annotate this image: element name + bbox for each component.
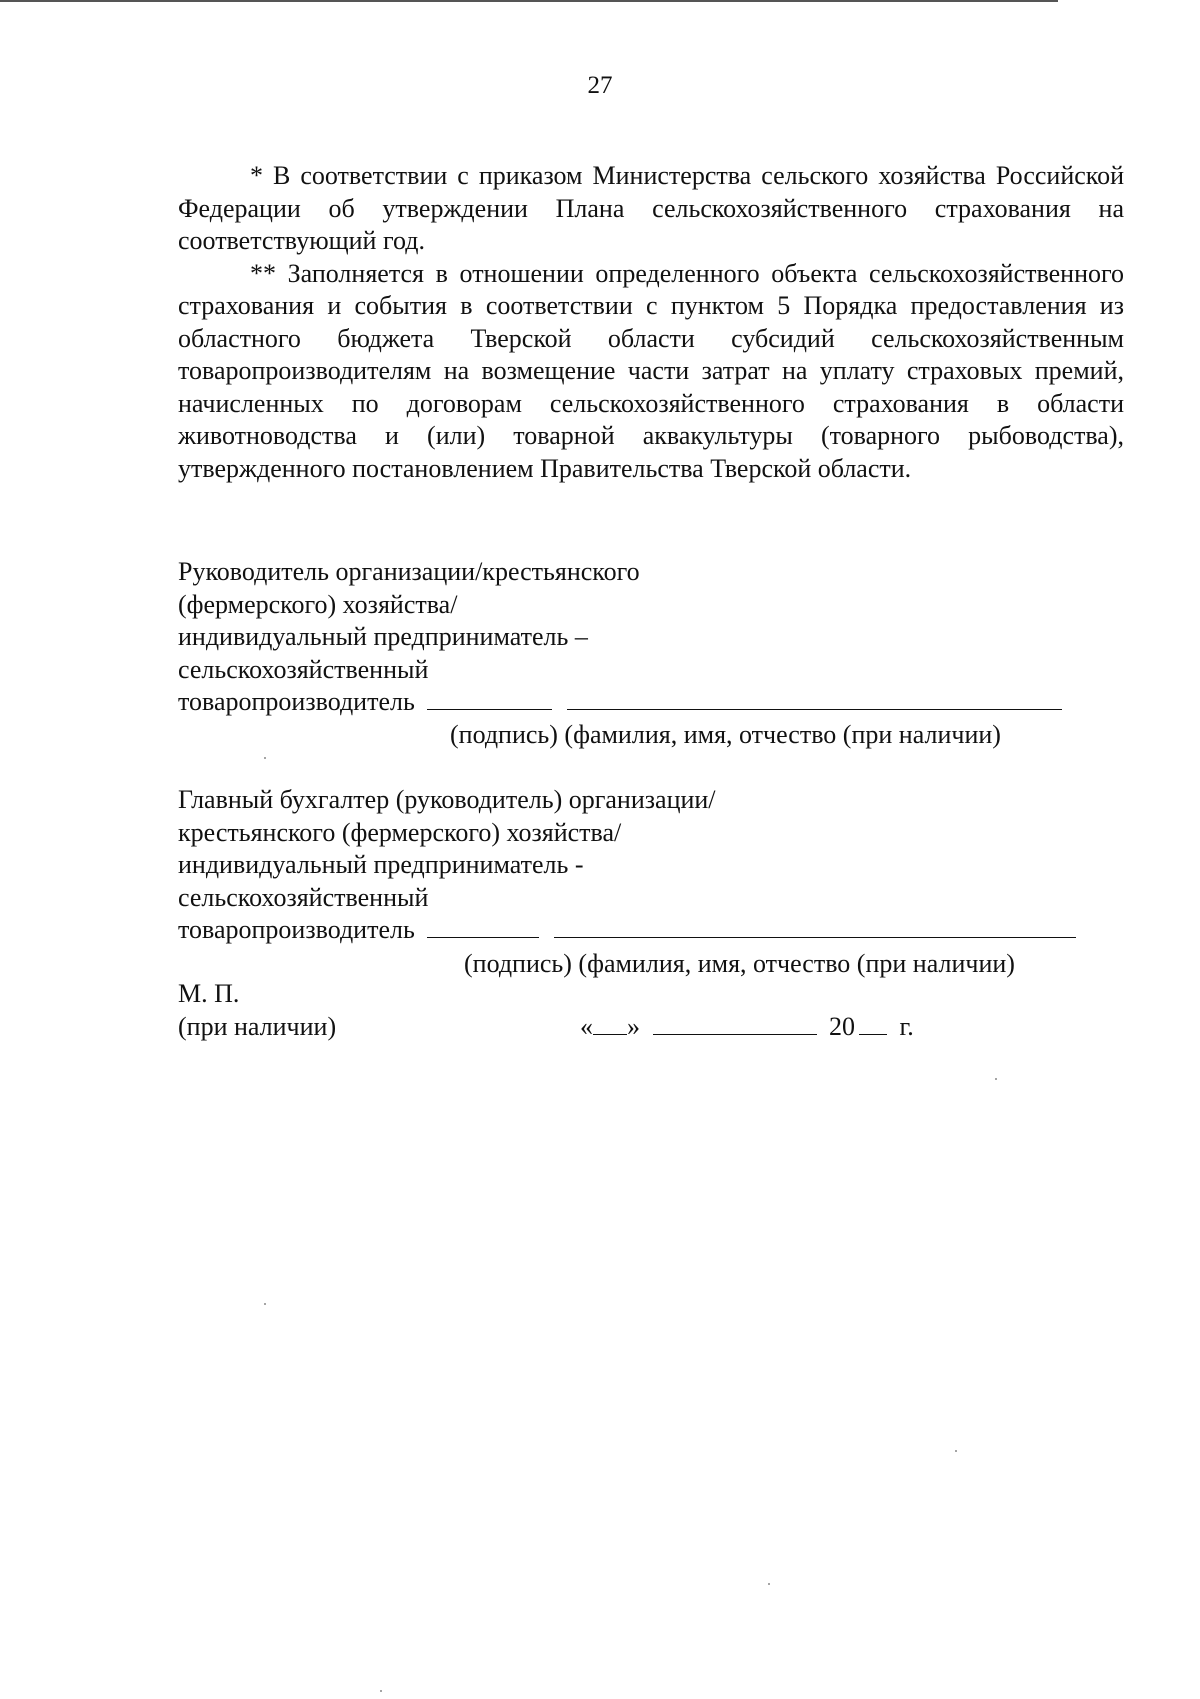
date-year-suffix: г. xyxy=(899,1012,914,1041)
stamp-label: М. П. xyxy=(178,979,240,1008)
scan-speck xyxy=(264,1303,266,1305)
scan-speck xyxy=(955,1450,957,1452)
signature-head-line-4: сельскохозяйственный xyxy=(178,654,429,684)
stamp-block xyxy=(178,977,336,1043)
signature-head-last-line xyxy=(178,686,1098,719)
scan-speck xyxy=(995,1078,997,1080)
signature-head-caption: (подпись) (фамилия, имя, отчество (при наличии) xyxy=(450,720,1001,749)
signature-head-line-5: товаропроизводитель xyxy=(178,687,415,716)
date-open-quote: « xyxy=(580,1012,593,1041)
date-day-blank[interactable] xyxy=(593,1012,627,1035)
signature-head-line-3: индивидуальный предприниматель – xyxy=(178,622,588,651)
page-number: 27 xyxy=(587,72,613,99)
signature-accountant-line-5: товаропроизводитель xyxy=(178,915,415,944)
scan-speck xyxy=(264,757,266,759)
stamp-note: (при наличии) xyxy=(178,1012,337,1041)
signature-accountant-caption: (подпись) (фамилия, имя, отчество (при наличии) xyxy=(464,949,1015,978)
footnotes xyxy=(178,160,1124,485)
scan-speck xyxy=(380,1690,382,1692)
signature-accountant-line-4: сельскохозяйственный xyxy=(178,882,429,912)
signature-accountant-line-1: Главный бухгалтер (руководитель) организации/ xyxy=(178,785,716,814)
signature-block-accountant xyxy=(178,784,1098,947)
scan-top-edge xyxy=(0,0,1058,2)
date-year-blank[interactable] xyxy=(859,1012,887,1035)
footnote-2: ** Заполняется в отношении определенного объекта сельскохозяйственного страхования и события в соответствии с пунктом 5 Порядка предоставления из областного бюджета Тверской области субсидий сельскохозяйственным товаропроизводителям на возмещение части затрат на уплату страховых премий, начисленных по договорам сельскохозяйственного страхования в области животноводства и (или) товарной аквакультуры (товарного рыбоводства), утвержденного постановлением Правительства Тверской области. xyxy=(178,258,1124,483)
date-month-blank[interactable] xyxy=(653,1012,817,1035)
scan-speck xyxy=(768,1583,770,1585)
footnote-1: * В соответствии с приказом Министерства сельского хозяйства Российской Федерации об утверждении Плана сельскохозяйственного страхования на соответствующий год. xyxy=(178,161,1124,255)
signature-accountant-line-3: индивидуальный предприниматель - xyxy=(178,850,584,879)
signature-block-head xyxy=(178,556,1098,719)
signature-accountant-line-2: крестьянского (фермерского) хозяйства/ xyxy=(178,817,622,847)
signature-head-fullname-blank[interactable] xyxy=(567,687,1062,710)
signature-accountant-signature-blank[interactable] xyxy=(427,915,539,938)
date-line xyxy=(580,1010,914,1043)
signature-head-signature-blank[interactable] xyxy=(427,687,552,710)
date-year-prefix: 20 xyxy=(829,1012,855,1041)
signature-accountant-last-line xyxy=(178,914,1098,947)
signature-head-line-1: Руководитель организации/крестьянского xyxy=(178,557,640,586)
signature-accountant-fullname-blank[interactable] xyxy=(554,915,1076,938)
date-close-quote: » xyxy=(627,1012,640,1041)
signature-head-line-2: (фермерского) хозяйства/ xyxy=(178,589,458,619)
